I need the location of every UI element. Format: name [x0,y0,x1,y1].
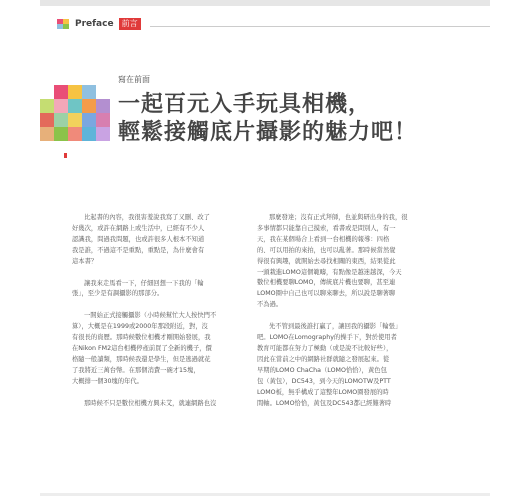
body-text-line: 比起書的內容，我很害羞說我寫了又刪、改了 [84,214,210,221]
paragraph-gap [72,268,247,279]
body-text-line: 認識我，問過我問題，也或許很多人根本不知道 [72,235,205,243]
body-text-line: 天，我在某個場合上看到一台相機的報導：四格 [257,235,390,243]
body-text-line: 了我將近三萬台幣。在那個消費一碗才15塊， [72,366,200,374]
mosaic-square [54,113,68,127]
paragraph-gap [257,311,432,322]
body-text-line: 多事情都只能靠自己摸索，看書或是問別人，有一 [257,224,396,232]
section-label: Preface [75,19,114,29]
section-sub-label: 前言 [119,18,141,30]
mosaic-square [96,113,110,127]
mosaic-square [40,127,54,141]
body-text-line: 讓我來走馬看一下，仔細回想一下我的「輪 [84,279,204,287]
mosaic-square [54,85,68,99]
mosaic-square [54,127,68,141]
body-text-line: 間軸。LOMO恰恰，黃包及DC543都已經難著時 [257,399,392,407]
body-text-line: 在Nikon FM2這台相機停產前買了全新的機子，價 [72,345,212,353]
body-text-line: 包（黃包），DC543，到今天的LOMOTW及PTT [257,377,391,385]
section-logo-icon [57,19,70,29]
body-text-line: 格隨一般讀類，那時候我還是學生，但是逃過就花 [72,355,211,363]
color-mosaic [40,83,110,141]
body-text-line: 吧。LOMO在Lomography的操手下，對於使用者 [257,334,397,342]
mosaic-square [82,113,96,127]
mosaic-square [82,85,96,99]
body-text-line: 算），大概是在1999或2000年那段附近，對，沒 [72,323,208,331]
body-text-line: 的、可以用拍的來拍，也可以亂著。那時候當然覺 [257,246,396,254]
mosaic-square [82,99,96,113]
mosaic-square [82,127,96,141]
top-rule [40,0,490,6]
section-header [57,17,141,31]
body-text-line: 大概排一個30塊的年代。 [72,377,143,385]
page-title-line-1: 一起百元入手玩具相機， [118,92,372,117]
mosaic-square [96,127,110,141]
body-text-line: 那麼發達；沒有正式拜師，也並與研出身的我，很 [269,214,408,221]
mosaic-square [96,99,110,113]
page-title-line-2: 輕鬆接觸底片攝影的魅力吧！ [118,120,418,145]
body-text-line: 得很有興趣，就開始去尋找相關的東西，結果從此 [257,257,396,265]
header-rule [150,26,490,27]
body-text-line: 早期的LOMO ChaCha（LOMO恰恰），黃色包 [257,366,387,374]
body-text-line: 一頭栽進LOMO這個範疇，有點像是越迷越深，今天 [257,268,402,276]
mosaic-square [68,113,82,127]
bottom-rule [40,493,490,496]
mosaic-square [40,113,54,127]
mosaic-square [68,99,82,113]
body-text-line: 數位相機要聊LOMO，傳統底片機也要聊，甚至連 [257,279,396,287]
mosaic-square [54,99,68,113]
red-marker [64,153,67,158]
body-text-line: 我是誰，不過這不是重點，重點是，為什麼會有 [72,246,205,254]
title-kicker: 寫在前面 [118,75,150,84]
body-text-line: 張」，至少是有調攝影的那部分。 [72,290,164,298]
body-text-line: 有很長的資歷。那時候數位相機才剛開始發展，我 [72,334,211,342]
body-text-line: 那時候不只是數位相機方興未艾，就連網路也沒 [84,399,217,407]
paragraph-gap [72,300,247,311]
body-text-line: 這本書？ [72,257,98,265]
body-column-right [257,213,432,409]
body-text-line: 教育可能都在努力了極動（或是說不比較好些）， [257,344,393,352]
body-text-line: 好幾次，或許在網路上或生活中，已經有不少人 [72,224,205,232]
body-text-line: 因此在當前之中的網路社群就隨之發展起來。從 [257,355,390,363]
body-text-line: LOMO圈中自己也可以聊來聊去，所以說是聊著聊 [257,290,396,298]
mosaic-square [68,127,82,141]
mosaic-square [68,85,82,99]
body-text-line: LOMO板，無乎構成了這整年LOMO圈發展的時 [257,388,389,396]
body-text-line: 先不管到最後誰打贏了，讓回我的攝影「輪張」 [269,323,402,331]
paragraph-gap [72,388,247,399]
mosaic-square [40,99,54,113]
body-column-left [72,213,247,410]
body-text-line: 一開始正式接觸攝影（小時候幫忙大人按快門不 [84,312,217,320]
body-text-line: 不為過。 [257,301,283,309]
